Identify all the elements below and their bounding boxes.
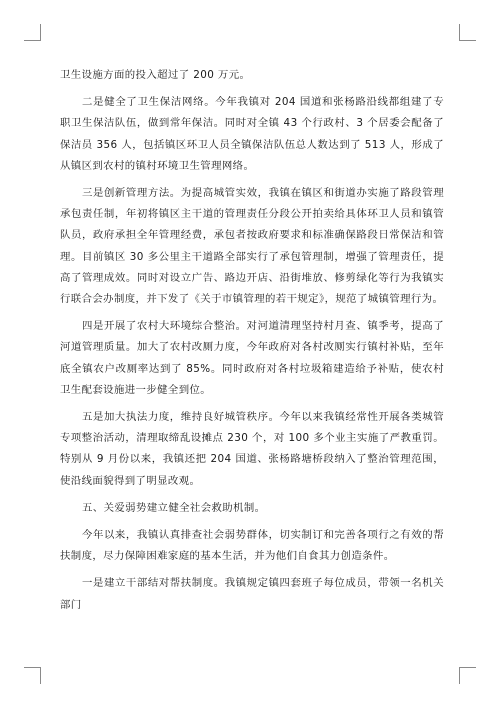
paragraph-law-enforcement: 五是加大执法力度，维持良好城管秩序。今年以来我镇经常性开展各类城管专项整治活动，清理取缔乱设摊点 230 个，对 100 多个业主实施了严教重罚。特别从 9 月份以来，我镇还把 204 国道、张杨路塘桥段纳入了整治管理范围，使沿线面貌得到了明显改观。 [60, 411, 444, 487]
section-heading: 五、关爱弱势建立健全社会救助机制。 [82, 501, 266, 514]
paragraph-social-assistance: 今年以来，我镇认真排查社会弱势群体，切实制订和完善各项行之有效的帮扶制度，尽力保障困难家庭的基本生活，并为他们自食其力创造条件。 [60, 529, 444, 563]
paragraph-management-innovation: 三是创新管理方法。为提高城管实效，我镇在镇区和街道办实施了路段管理承包责任制，年初将镇区主干道的管理责任分段公开拍卖给具体环卫人员和镇管队员，政府承担全年管理经费，承包者按政府要求和标准确保路段日常保洁和管理。目前镇区 30 多公里主干道路全部实行了承包管理制，增强了管理责任，提高了管理成效。同时对设立广告、路边开店、沿街堆放、修剪绿化等行为我镇实行联合会办制度，并下发了《关于市镇管理的若干规定》，规范了城镇管理行为。 [60, 187, 444, 306]
crop-mark-top-left [24, 24, 41, 41]
paragraph-rural-environment: 四是开展了农村大环境综合整治。对河道清理坚持村月查、镇季考，提高了河道管理质量。加大了农村改厕力度，今年政府对各村改厕实行镇村补贴，至年底全镇农户改厕率达到了 85%。同时政府对各村垃圾箱建造给予补贴，使农村卫生配套设施进一步健全到位。 [60, 320, 444, 396]
paragraph-sanitation-network: 二是健全了卫生保洁网络。今年我镇对 204 国道和张杨路沿线都组建了专职卫生保洁队伍，做到常年保洁。同时对全镇 43 个行政村、3 个居委会配备了保洁员 356 人，包括镇区环卫人员全镇保洁队伍总人数达到了 513 人，形成了从镇区到农村的镇村环境卫生管理网络。 [60, 96, 444, 172]
paragraph-continuation: 卫生设施方面的投入超过了 200 万元。 [60, 69, 251, 81]
document-body [60, 65, 444, 622]
crop-mark-bottom-left [24, 667, 41, 684]
paragraph-cadre-pairing: 一是建立干部结对帮扶制度。我镇规定镇四套班子每位成员，带领一名机关部门 [60, 577, 444, 611]
crop-mark-top-right [459, 24, 476, 41]
crop-mark-bottom-right [459, 667, 476, 684]
